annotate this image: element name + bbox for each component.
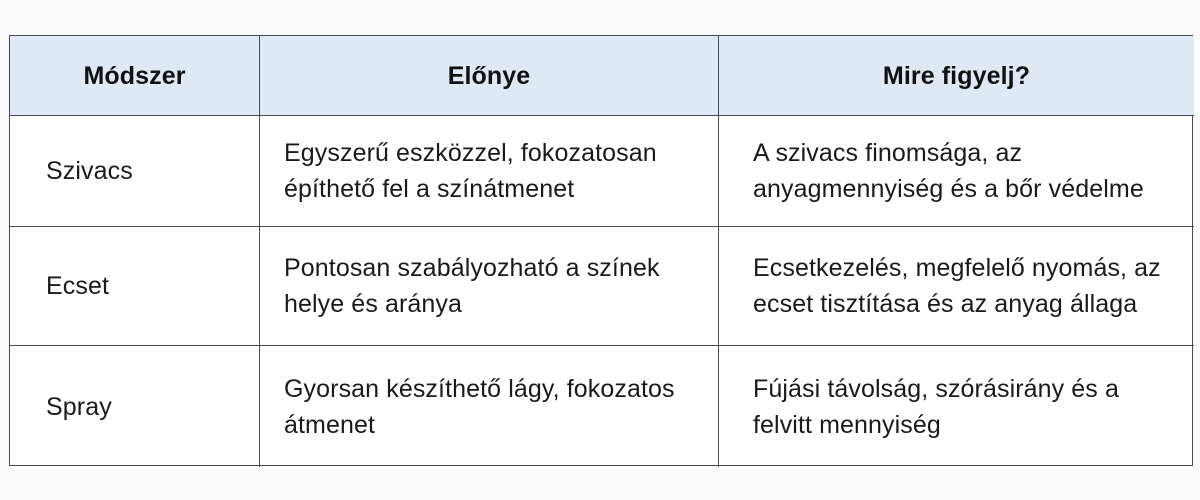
row-1-caution-cell: A szivacs finomsága, az anyagmennyiség és a bőr védelme — [719, 116, 1194, 227]
column-header-caution: Mire figyelj? — [719, 36, 1194, 116]
methods-table — [9, 35, 1193, 466]
column-header-method: Módszer — [10, 36, 260, 116]
row-3-advantage-cell: Gyorsan készíthető lágy, fokozatos átmenet — [260, 346, 719, 467]
row-3-method-cell: Spray — [10, 346, 260, 467]
column-header-advantage: Előnye — [260, 36, 719, 116]
row-1-method-cell: Szivacs — [10, 116, 260, 227]
row-2-advantage-cell: Pontosan szabályozható a színek helye és aránya — [260, 227, 719, 346]
row-2-method-cell: Ecset — [10, 227, 260, 346]
row-3-caution-cell: Fújási távolság, szórásirány és a felvitt mennyiség — [753, 374, 1119, 439]
row-2-caution-cell: Ecsetkezelés, megfelelő nyomás, az ecset tisztítása és az anyag állaga — [719, 227, 1194, 346]
row-1-advantage-cell: Egyszerű eszközzel, fokozatosan építhető fel a színátmenet — [260, 116, 719, 227]
